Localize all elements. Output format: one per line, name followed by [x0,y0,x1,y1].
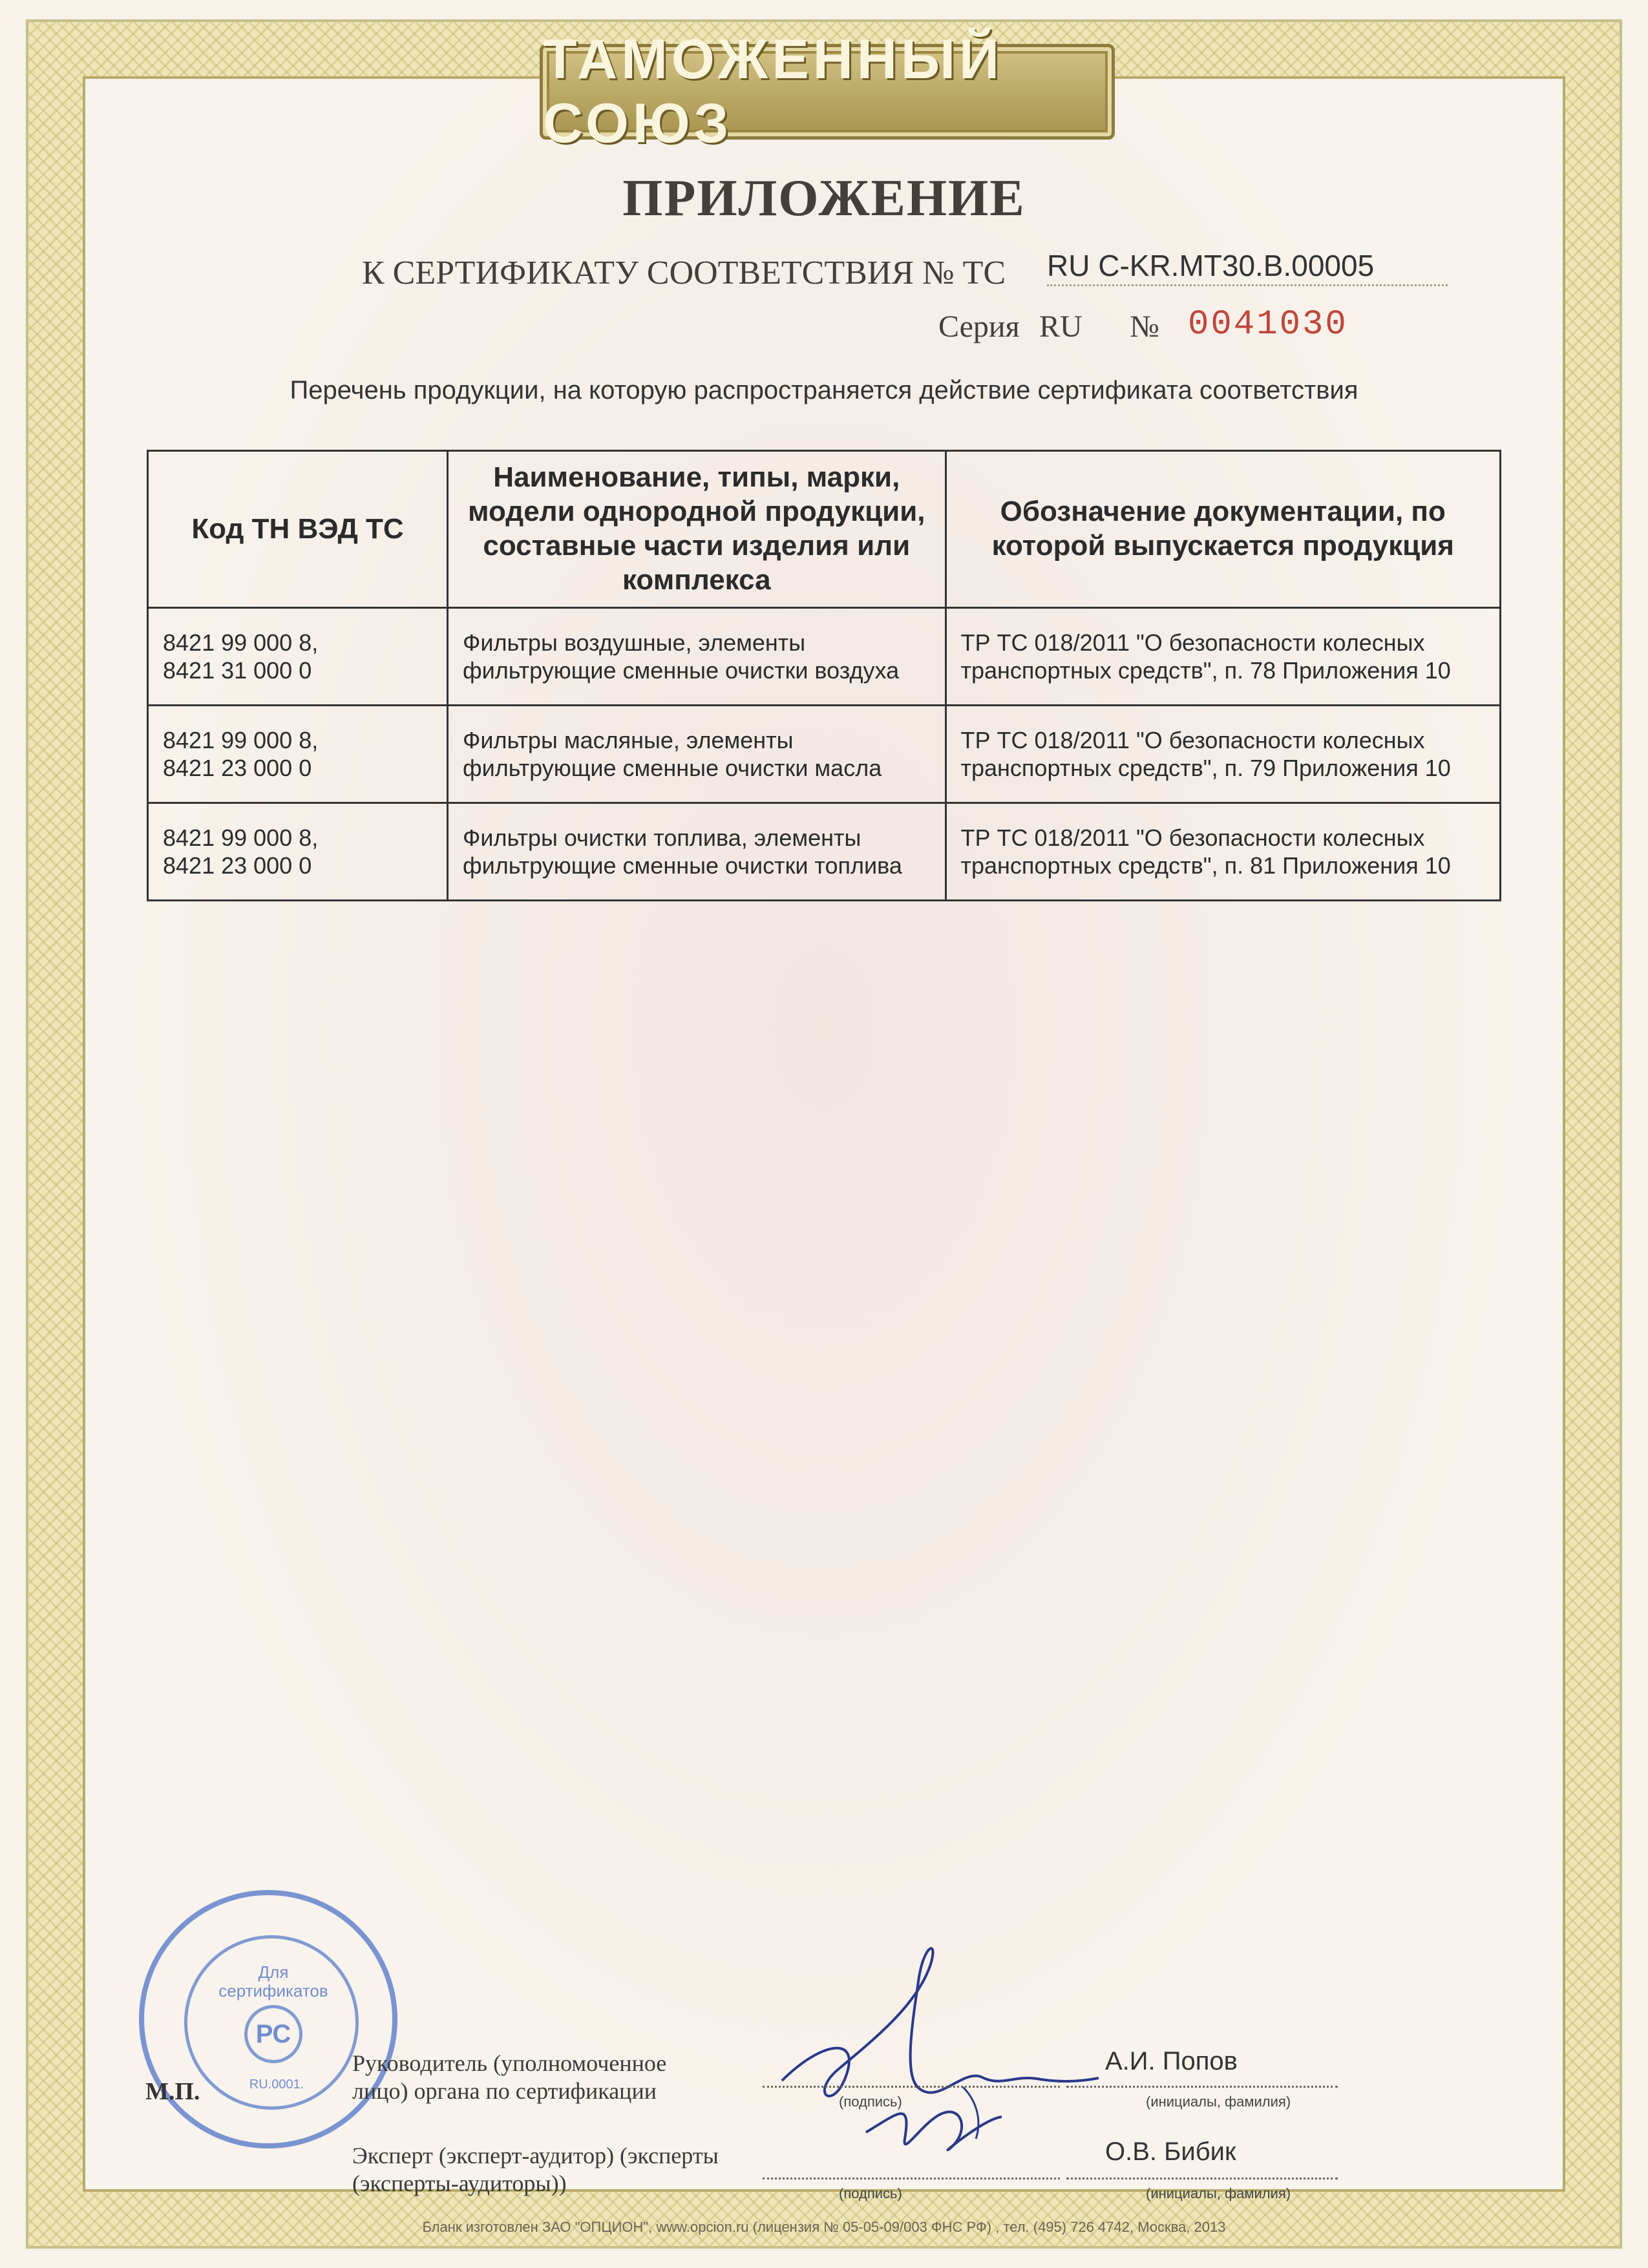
handwritten-signature [769,1926,1105,2184]
seal-place-label: М.П. [145,2078,200,2105]
cell-code: 8421 99 000 8, 8421 23 000 0 [148,803,448,901]
stamp-registration: RU.0001. [249,2077,304,2092]
column-header-documentation: Обозначение документации, по которой выпускается продукция [945,451,1500,608]
head-signature-line [763,2086,1060,2088]
number-sign: № [1130,310,1159,344]
signature-caption: (подпись) [839,2185,902,2201]
table-header-row [148,451,1501,608]
customs-union-banner [540,28,1115,154]
cell-name: Фильтры воздушные, элементы фильтрующие сменные очистки воздуха [448,608,946,706]
name-caption: (инициалы, фамилия) [1146,2185,1291,2201]
stamp-center-text: Для сертификатов [218,1962,328,2000]
series-value: RU [1039,310,1083,344]
expert-name: О.В. Бибик [1105,2137,1236,2166]
certificate-label: К СЕРТИФИКАТУ СООТВЕТСТВИЯ № ТС [362,255,1006,291]
cell-name: Фильтры масляные, элементы фильтрующие сменные очистки масла [448,706,946,803]
cell-name: Фильтры очистки топлива, элементы фильтрующие сменные очистки топлива [448,803,946,901]
product-table [147,450,1501,901]
expert-name-line [1066,2178,1338,2179]
table-row [148,706,1501,803]
cell-documentation: ТР ТС 018/2011 "О безопасности колесных транспортных средств", п. 78 Приложения 10 [945,608,1500,706]
table-row [148,608,1501,706]
printer-footer: Бланк изготовлен ЗАО "ОПЦИОН", www.opcion.ru (лицензия № 05-05-09/003 ФНС РФ) , тел. (495) 726 4742, Москва, 2013 [422,2219,1226,2235]
cell-code: 8421 99 000 8, 8421 31 000 0 [148,608,448,706]
product-list-heading: Перечень продукции, на которую распространяется действие сертификата соответствия [290,376,1358,404]
head-name-line [1066,2086,1338,2088]
rst-logo-icon: РС [244,2005,302,2063]
signature-caption: (подпись) [839,2094,902,2110]
page-title: ПРИЛОЖЕНИЕ [622,170,1026,227]
column-header-code: Код ТН ВЭД ТС [148,451,448,608]
cell-code: 8421 99 000 8, 8421 23 000 0 [148,706,448,803]
name-caption: (инициалы, фамилия) [1146,2094,1291,2110]
expert-role-label: Эксперт (эксперт-аудитор) (эксперты (эксперты-аудиторы)) [352,2143,719,2197]
head-role-label: Руководитель (уполномоченное лицо) органа по сертификации [352,2050,667,2105]
table-row [148,803,1501,901]
banner-text: ТАМОЖЕННЫЙ СОЮЗ [543,28,1003,154]
certificate-number: RU C-KR.MT30.B.00005 [1047,248,1448,286]
head-name: А.И. Попов [1105,2047,1238,2075]
form-serial-number: 0041030 [1188,305,1348,344]
certification-stamp [139,1890,397,2148]
expert-signature-line [763,2178,1060,2179]
cell-documentation: ТР ТС 018/2011 "О безопасности колесных транспортных средств", п. 79 Приложения 10 [945,706,1500,803]
column-header-name: Наименование, типы, марки, модели однородной продукции, составные части изделия или комплекса [448,451,946,608]
series-label: Серия [938,310,1020,344]
cell-documentation: ТР ТС 018/2011 "О безопасности колесных транспортных средств", п. 81 Приложения 10 [945,803,1500,901]
